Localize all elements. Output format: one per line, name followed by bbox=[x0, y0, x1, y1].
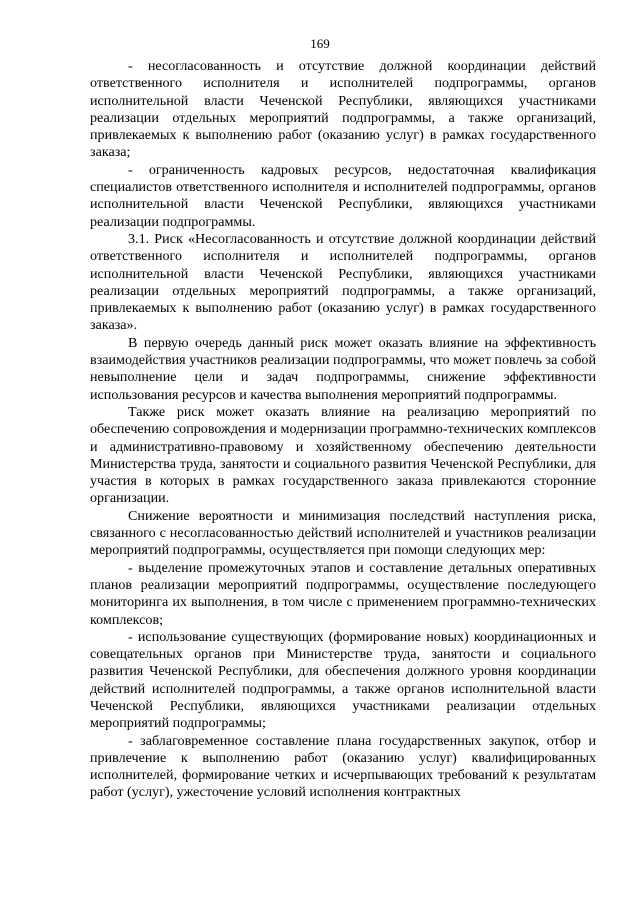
paragraph-risk-inconsistency: - несогласованность и отсутствие должной координации действий ответственного исполнителя и исполнителей подпрограммы, органов исполнительной власти Чеченской Республики, являющихся участниками реализации отдельных мероприятий подпрограммы, а также организаций, привлекаемых к выполнению работ (оказанию услуг) в рамках государственного заказа; bbox=[90, 58, 596, 161]
paragraph-influence-activities: Также риск может оказать влияние на реализацию мероприятий по обеспечению сопровождения и модернизации программно-технических комплексов и административно-правовому и хозяйственному обеспечению деятельности Министерства труда, занятости и социального развития Чеченской Республики, для участия в которых в рамках государственного заказа привлекаются сторонние организации. bbox=[90, 403, 596, 507]
paragraph-risk-3-1: 3.1. Риск «Несогласованность и отсутствие должной координации действий ответственного исполнителя и исполнителей подпрограммы, органов исполнительной власти Чеченской Республики, являющихся участниками реализации отдельных мероприятий подпрограммы, а также организаций, привлекаемых к выполнению работ (оказанию услуг) в рамках государственного заказа». bbox=[90, 230, 596, 334]
page-number: 169 bbox=[310, 36, 330, 51]
paragraph-measure-bodies: - использование существующих (формирование новых) координационных и совещательных органов при Министерстве труда, занятости и социального развития Чеченской Республики, для обеспечения должного уровня координации действий исполнителей подпрограммы, а также органов исполнительной власти Чеченской Республики, являющихся участниками реализации отдельных мероприятий подпрограммы; bbox=[90, 628, 596, 732]
body-text bbox=[90, 58, 596, 802]
paragraph-influence-efficiency: В первую очередь данный риск может оказать влияние на эффективность взаимодействия участников реализации подпрограммы, что может повлечь за собой невыполнение цели и задач подпрограммы, снижение эффективности использования ресурсов и качества выполнения мероприятий подпрограммы. bbox=[90, 334, 596, 403]
paragraph-mitigation-intro: Снижение вероятности и минимизация последствий наступления риска, связанного с несогласованностью действий исполнителей и участников реализации мероприятий подпрограммы, осуществляется при помощи следующих мер: bbox=[90, 507, 596, 559]
paragraph-measure-stages: - выделение промежуточных этапов и составление детальных оперативных планов реализации мероприятий подпрограммы, осуществление последующего мониторинга их выполнения, в том числе с применением программно-технических комплексов; bbox=[90, 559, 596, 628]
paragraph-risk-staff: - ограниченность кадровых ресурсов, недостаточная квалификация специалистов ответственного исполнителя и исполнителей подпрограммы, органов исполнительной власти Чеченской Республики, являющихся участниками реализации подпрограммы. bbox=[90, 161, 596, 230]
paragraph-measure-procurement: - заблаговременное составление плана государственных закупок, отбор и привлечение к выполнению работ (оказанию услуг) квалифицированных исполнителей, формирование четких и исчерпывающих требований к результатам работ (услуг), ужесточение условий исполнения контрактных bbox=[90, 732, 596, 801]
